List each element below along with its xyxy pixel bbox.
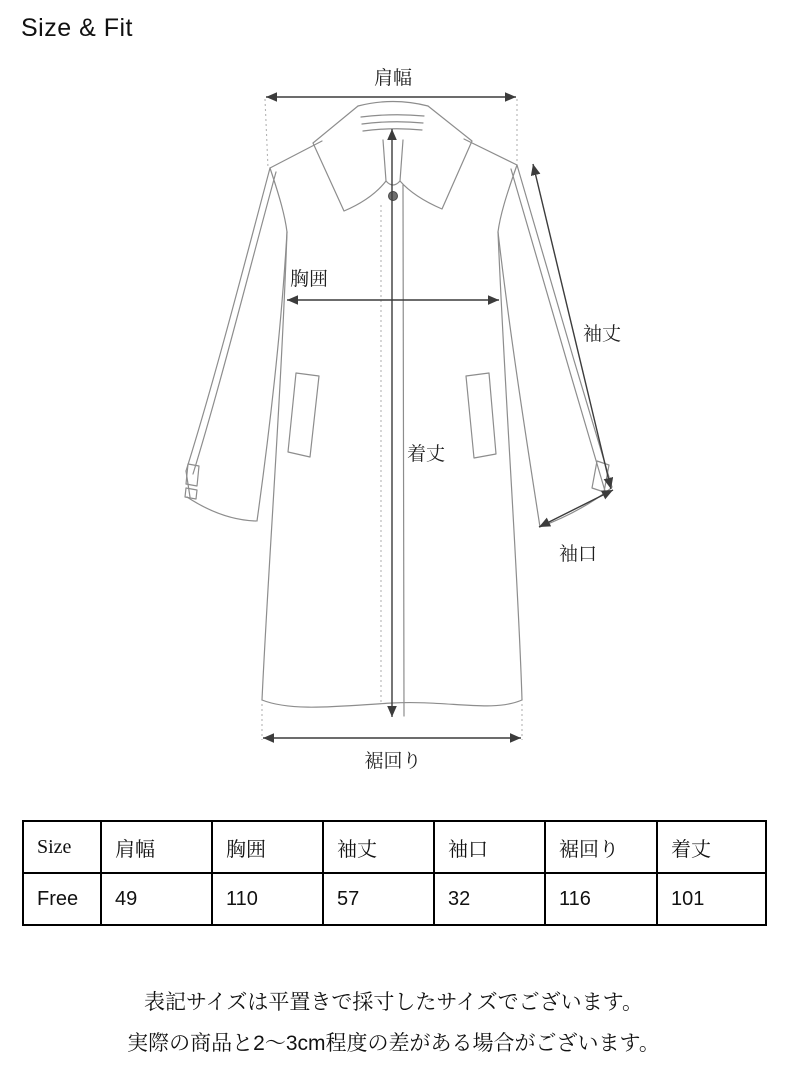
value-sleeve: 57: [323, 873, 434, 925]
coat-outline: [185, 102, 612, 717]
size-notes: [0, 982, 787, 1064]
page-title: Size & Fit: [21, 14, 133, 42]
header-hem: 裾回り: [545, 821, 657, 873]
hem-label: 裾回り: [364, 751, 422, 772]
body-length-label: 着丈: [406, 444, 446, 465]
value-hem: 116: [545, 873, 657, 925]
chest-label: 胸囲: [289, 269, 329, 290]
header-length: 着丈: [657, 821, 766, 873]
cuff-arrow: [539, 490, 613, 527]
size-table-header-row: [23, 821, 766, 873]
value-size: Free: [23, 873, 101, 925]
cuff-label: 袖口: [558, 544, 598, 565]
value-cuff: 32: [434, 873, 545, 925]
header-cuff: 袖口: [434, 821, 545, 873]
value-length: 101: [657, 873, 766, 925]
shoulder-width-label: 肩幅: [373, 68, 413, 89]
sleeve-length-label: 袖丈: [582, 324, 622, 345]
measure-arrows: [263, 97, 613, 738]
value-shoulder: 49: [101, 873, 212, 925]
coat-button: [389, 192, 398, 201]
size-table-value-row: [23, 873, 766, 925]
value-chest: 110: [212, 873, 323, 925]
header-sleeve: 袖丈: [323, 821, 434, 873]
size-note-line1: 表記サイズは平置きで採寸したサイズでございます。: [144, 991, 643, 1014]
header-size: Size: [23, 821, 101, 873]
size-table: [22, 820, 767, 926]
header-chest: 胸囲: [212, 821, 323, 873]
size-note-line2: 実際の商品と2〜3cm程度の差がある場合がございます。: [127, 1032, 660, 1055]
header-shoulder: 肩幅: [101, 821, 212, 873]
